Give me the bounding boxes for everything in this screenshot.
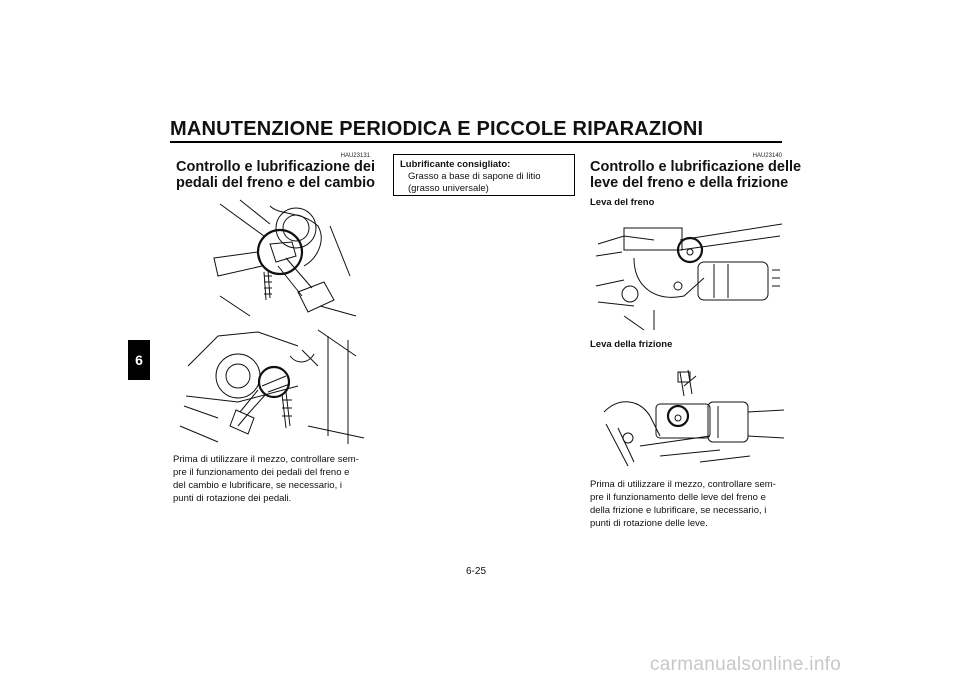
- section-title: [176, 159, 375, 191]
- lubricant-note-box: [393, 154, 575, 196]
- section-code: HAU23131: [340, 153, 370, 159]
- text-line: pre il funzionamento delle leve del freno e: [590, 492, 766, 503]
- text-line: del cambio e lubrificare, se necessario, i: [173, 480, 342, 491]
- section-title-line: pedali del freno e del cambio: [176, 175, 376, 191]
- note-title: Lubrificante consigliato:: [400, 159, 511, 170]
- subheading-clutch-lever: Leva della frizione: [590, 339, 673, 350]
- section-code: HAU23140: [752, 153, 782, 159]
- section-title-line: Controllo e lubrificazione dei: [176, 159, 375, 175]
- section-title: [590, 159, 801, 191]
- text-line: della frizione e lubrificare, se necessario, i: [590, 505, 767, 516]
- section-title-line: leve del freno e della frizione: [590, 175, 789, 191]
- page-number: 6-25: [466, 566, 487, 577]
- page-header-title: MANUTENZIONE PERIODICA E PICCOLE RIPARAZIONI: [170, 118, 704, 140]
- watermark-link[interactable]: carmanualsonline.info: [650, 654, 842, 675]
- text-line: pre il funzionamento dei pedali del freno e: [173, 467, 350, 478]
- body-paragraph: [590, 478, 782, 530]
- brake-lever-illustration: [594, 206, 784, 332]
- subheading-brake-lever: Leva del freno: [590, 197, 655, 208]
- section-title-line: Controllo e lubrificazione delle: [590, 159, 802, 175]
- body-paragraph: [173, 453, 370, 505]
- text-line: punti di rotazione delle leve.: [590, 518, 708, 529]
- text-line: punti di rotazione dei pedali.: [173, 493, 292, 504]
- brake-pedal-illustration: [200, 196, 360, 324]
- header-rule: [170, 141, 782, 143]
- chapter-tab: 6: [128, 340, 150, 380]
- clutch-lever-illustration: [600, 366, 786, 470]
- note-line: Grasso a base di sapone di litio: [408, 171, 541, 182]
- note-line: (grasso universale): [408, 183, 489, 194]
- text-line: Prima di utilizzare il mezzo, controllare sem-: [590, 479, 776, 490]
- text-line: Prima di utilizzare il mezzo, controllare sem-: [173, 454, 359, 465]
- shift-pedal-illustration: [178, 326, 368, 448]
